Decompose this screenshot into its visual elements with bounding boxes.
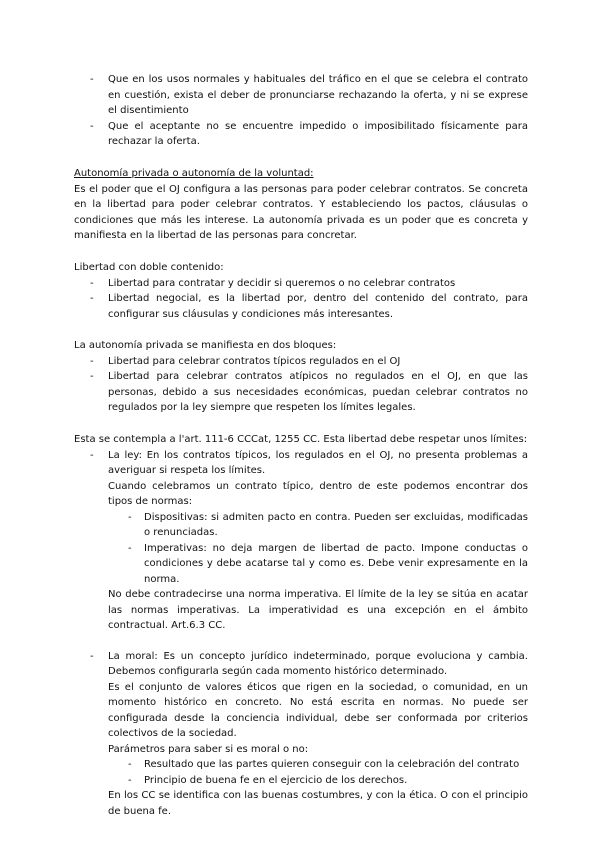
intro-list: [74, 72, 528, 150]
list-dash: -: [90, 355, 94, 367]
section-heading: Esta se contempla a l'art. 111-6 CCCat, 1255 CC. Esta libertad debe respetar unos límites:: [74, 434, 528, 445]
paragraph: Es el conjunto de valores éticos que rigen en la sociedad, o comunidad, en un momento histórico en concreto. No está escrita en normas. No puede ser configurada desde la conciencia individual, debe ser conformada por criterios colectivos de la sociedad.: [108, 681, 528, 739]
list-item-text: La ley: En los contratos típicos, los regulados en el OJ, no presenta problemas a averiguar si respeta los límites.: [108, 449, 528, 476]
paragraph: No debe contradecirse una norma imperativa. El límite de la ley se sitúa en acatar las normas imperativas. La imperatividad es una excepción en el ámbito contractual. Art.6.3 CC.: [108, 589, 528, 631]
list-dash: -: [128, 511, 132, 523]
autonomia-section: [74, 166, 528, 244]
list-item-ley: [74, 448, 528, 479]
list-item: [74, 276, 528, 292]
list-item-text: Libertad negocial, es la libertad por, dentro del contenido del contrato, para configurar sus cláusulas y condiciones más interesantes.: [108, 293, 528, 320]
libertad-section: [74, 260, 528, 322]
list-item: [74, 291, 528, 322]
list-item-text: Que en los usos normales y habituales del tráfico en el que se celebra el contrato en cuestión, exista el deber de pronunciarse rechazando la oferta, y ni se exprese el disentimiento: [108, 74, 528, 116]
list-dash: -: [128, 759, 132, 770]
list-dash: -: [90, 74, 94, 85]
paragraph: Parámetros para saber si es moral o no:: [108, 743, 309, 755]
list-item-text: Que el aceptante no se encuentre impedido o imposibilitado físicamente para rechazar la oferta.: [108, 120, 528, 147]
list-dash: -: [90, 449, 94, 461]
list-item-text: Libertad para celebrar contratos atípicos no regulados en el OJ, en que las personas, debido a sus necesidades económicas, puedan celebrar contratos no regulados por la ley siempre que respeten los límites legales.: [108, 371, 528, 413]
list-dash: -: [90, 120, 94, 132]
list-dash: -: [90, 650, 94, 662]
sub-list-item: [74, 541, 528, 588]
paragraph: Es el poder que el OJ configura a las personas para poder celebrar contratos. Se concreta en la libertad para poder celebrar contratos. Y estableciendo los pactos, cláusulas o condiciones que más les interese. La autonomía privada es un poder que es concreta y manifiesta en la libertad de las personas para concretar.: [74, 183, 528, 241]
sub-list-item-text: Principio de buena fe en el ejercicio de los derechos.: [144, 774, 408, 786]
sub-list-item: [74, 757, 528, 773]
list-item: [74, 354, 528, 370]
sub-list-item: [74, 510, 528, 541]
section-heading: Autonomía privada o autonomía de la voluntad:: [74, 168, 314, 179]
section-heading: La autonomía privada se manifiesta en dos bloques:: [74, 340, 337, 351]
list-item-text: Libertad para contratar y decidir si queremos o no celebrar contratos: [108, 277, 456, 289]
paragraph: Cuando celebramos un contrato típico, dentro de este podemos encontrar dos tipos de normas:: [108, 480, 528, 507]
list-item: [74, 119, 528, 150]
sub-list-item-text: Dispositivas: si admiten pacto en contra. Pueden ser excluidas, modificadas o renunciadas.: [144, 511, 528, 538]
list-dash: -: [128, 542, 132, 554]
list-item-text: Libertad para celebrar contratos típicos regulados en el OJ: [108, 355, 401, 367]
section-heading: Libertad con doble contenido:: [74, 262, 224, 273]
list-dash: -: [90, 277, 94, 289]
list-dash: -: [90, 371, 94, 382]
list-dash: -: [128, 774, 132, 786]
sub-list-item-text: Resultado que las partes quieren conseguir con la celebración del contrato: [144, 759, 520, 770]
sub-list-item-text: Imperativas: no deja margen de libertad de pacto. Impone conductas o condiciones y debe acatarse tal y como es. Debe venir expresamente en la norma.: [144, 542, 528, 585]
bloques-section: [74, 338, 528, 416]
limites-section: [74, 432, 528, 819]
list-item-moral: [74, 649, 528, 680]
list-item-text: La moral: Es un concepto jurídico indeterminado, porque evoluciona y cambia. Debemos configurarla según cada momento histórico determinado.: [108, 650, 528, 677]
list-item: [74, 72, 528, 119]
paragraph: En los CC se identifica con las buenas costumbres, y con la ética. O con el principio de buena fe.: [108, 790, 528, 817]
list-item: [74, 369, 528, 416]
sub-list-item: [74, 773, 528, 789]
list-dash: -: [90, 293, 94, 304]
